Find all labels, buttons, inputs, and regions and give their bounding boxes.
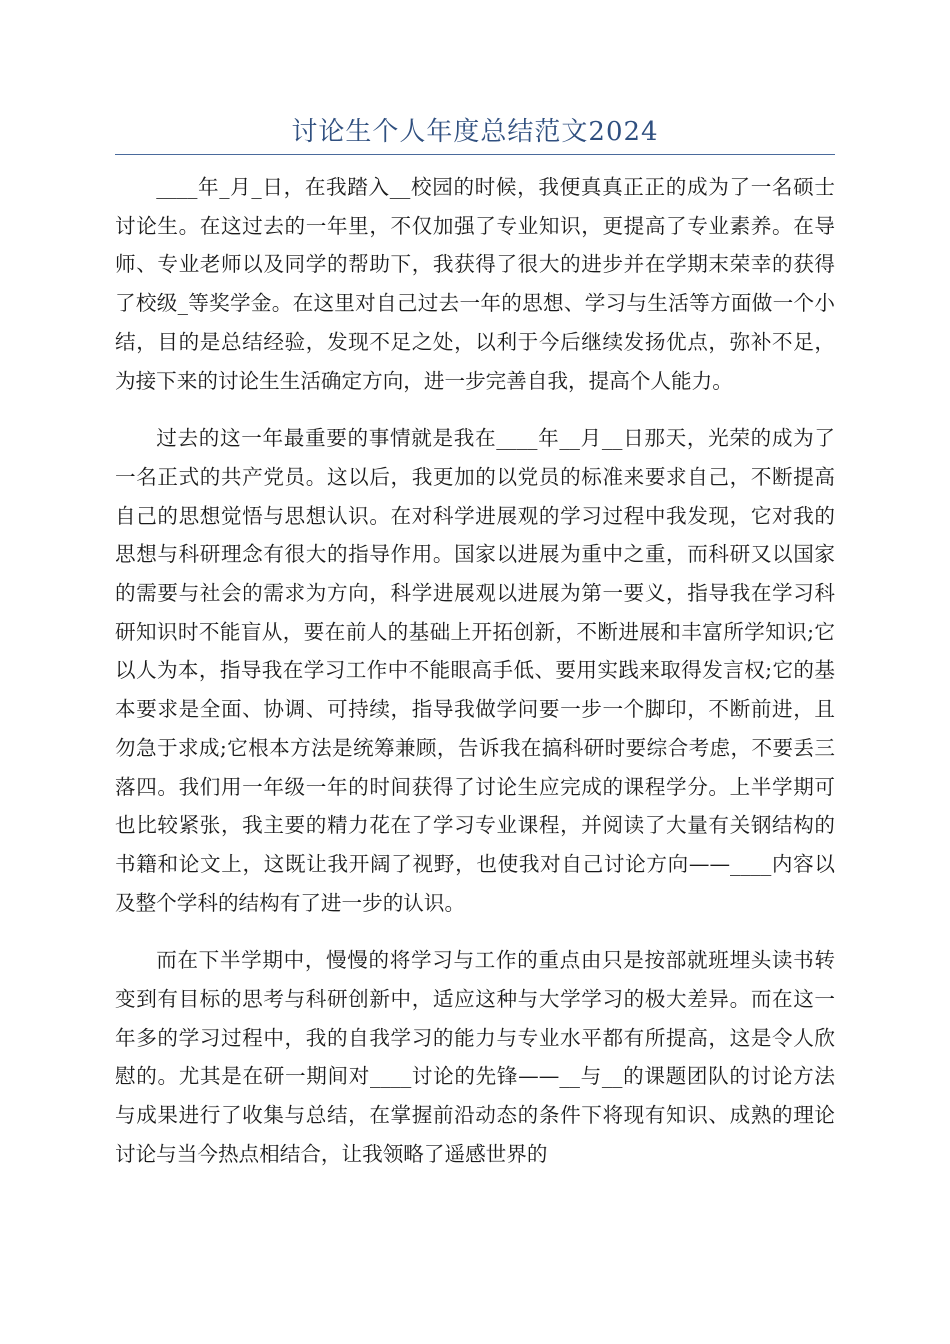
title-underline xyxy=(115,154,835,155)
paragraph-3: 而在下半学期中，慢慢的将学习与工作的重点由只是按部就班埋头读书转变到有目标的思考与科研创新中，适应这种与大学学习的极大差异。而在这一年多的学习过程中，我的自我学习的能力与专业水平都有所提高，这是令人欣慰的。尤其是在研一期间对____讨论的先锋——__与__的课题团队的讨论方法与成果进行了收集与总结，在掌握前沿动态的条件下将现有知识、成熟的理论讨论与当今热点相结合，让我领略了遥感世界的 xyxy=(115,948,835,1166)
page-title: 讨论生个人年度总结范文2024 xyxy=(291,117,659,147)
paragraph-1: ____年_月_日，在我踏入__校园的时候，我便真真正正的成为了一名硕士讨论生。在这过去的一年里，不仅加强了专业知识，更提高了专业素养。在导师、专业老师以及同学的帮助下，我获得了很大的进步并在学期末荣幸的获得了校级_等奖学金。在这里对自己过去一年的思想、学习与生活等方面做一个小结，目的是总结经验，发现不足之处，以利于今后继续发扬优点，弥补不足，为接下来的讨论生生活确定方向，进一步完善自我，提高个人能力。 xyxy=(115,175,835,393)
paragraph-2: 过去的这一年最重要的事情就是我在____年__月__日那天，光荣的成为了一名正式的共产党员。这以后，我更加的以党员的标准来要求自己，不断提高自己的思想觉悟与思想认识。在对科学进展观的学习过程中我发现，它对我的思想与科研理念有很大的指导作用。国家以进展为重中之重，而科研又以国家的需要与社会的需求为方向，科学进展观以进展为第一要义，指导我在学习科研知识时不能盲从，要在前人的基础上开拓创新，不断进展和丰富所学知识;它以人为本，指导我在学习工作中不能眼高手低、要用实践来取得发言权;它的基本要求是全面、协调、可持续，指导我做学问要一步一个脚印，不断前进，且勿急于求成;它根本方法是统筹兼顾，告诉我在搞科研时要综合考虑，不要丢三落四。我们用一年级一年的时间获得了讨论生应完成的课程学分。上半学期可也比较紧张，我主要的精力花在了学习专业课程，并阅读了大量有关钢结构的书籍和论文上，这既让我开阔了视野，也使我对自己讨论方向——____内容以及整个学科的结构有了进一步的认识。 xyxy=(115,426,835,915)
document-body xyxy=(115,168,835,1193)
